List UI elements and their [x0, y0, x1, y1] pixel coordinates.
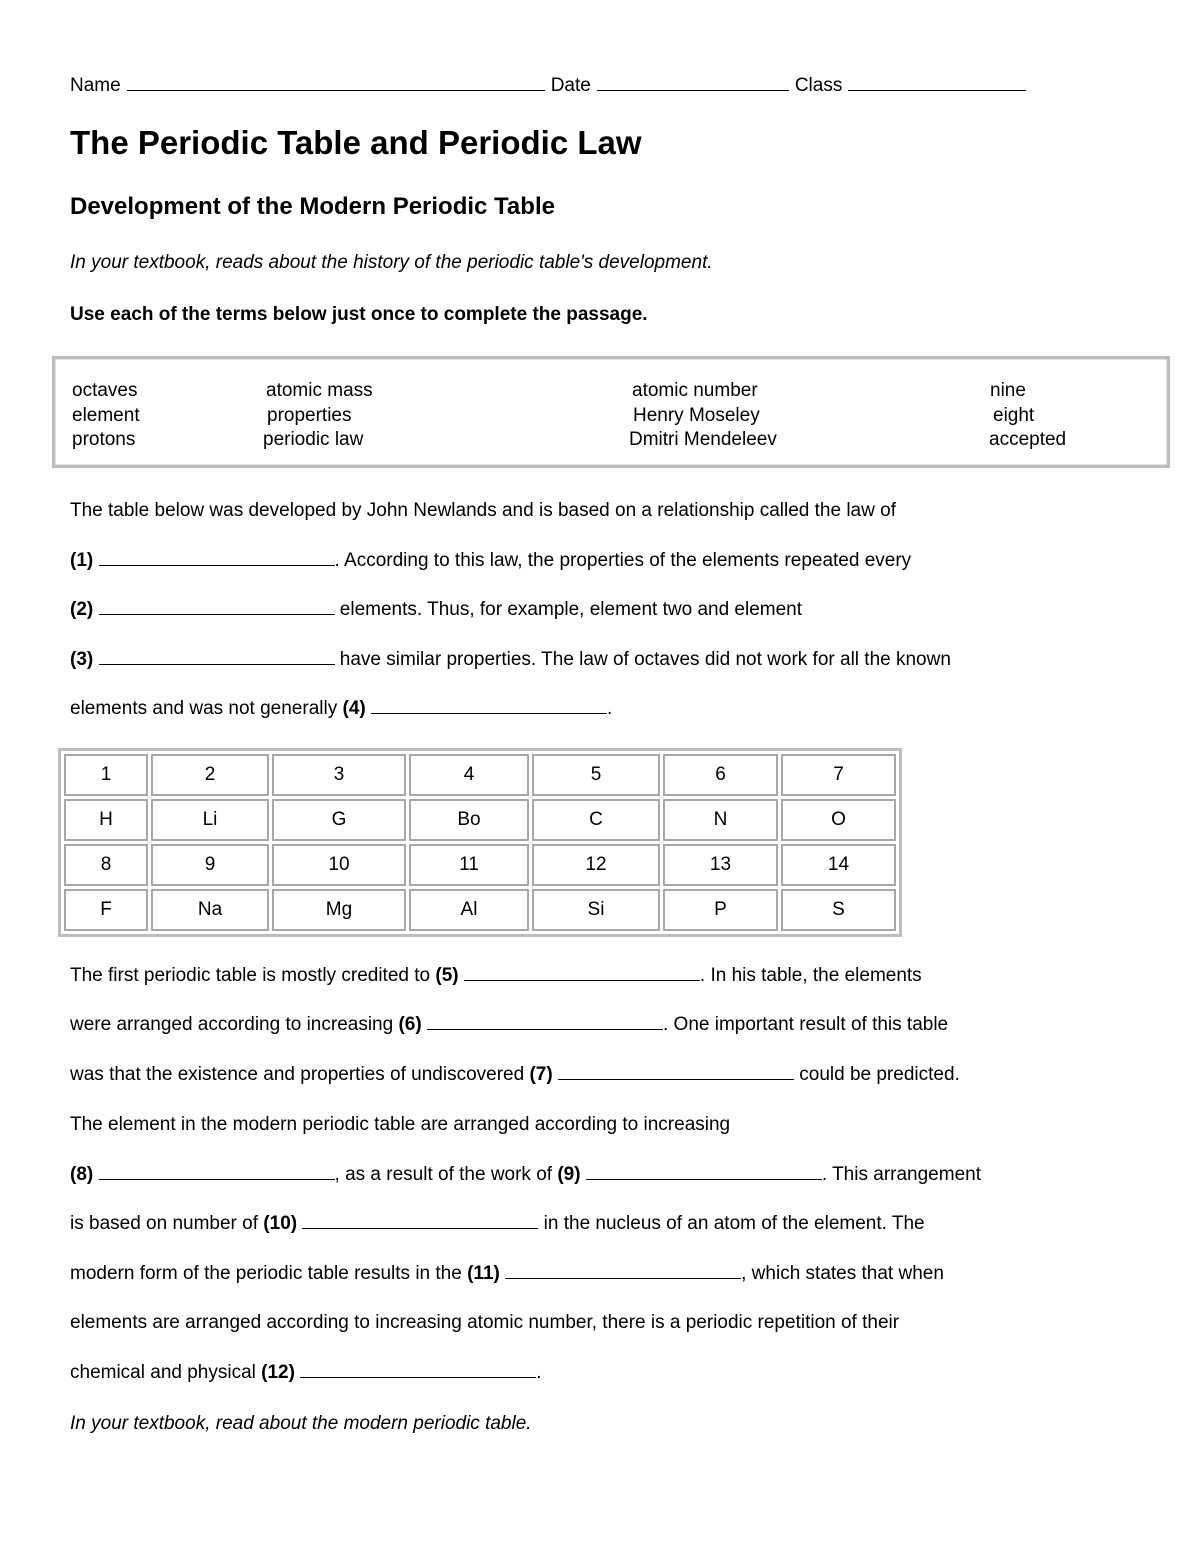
table-row	[64, 889, 896, 931]
term: Dmitri Mendeleev	[629, 429, 777, 450]
blank-number: (10)	[263, 1213, 298, 1234]
term: protons	[72, 429, 136, 450]
table-cell: H	[64, 799, 148, 841]
blank-number: (11)	[467, 1263, 500, 1284]
table-cell: 8	[64, 844, 148, 886]
blank-number: (9)	[557, 1164, 581, 1185]
table-cell: O	[781, 799, 896, 841]
answer-blank-3[interactable]	[99, 648, 335, 665]
passage-line: (3) have similar properties. The law of octaves did not work for all the known	[70, 649, 951, 670]
table-cell: Li	[151, 799, 269, 841]
intro-text: In your textbook, reads about the history of the periodic table's development.	[70, 252, 713, 273]
answer-blank-11[interactable]	[505, 1262, 741, 1279]
answer-blank-7[interactable]	[558, 1063, 794, 1080]
term: atomic number	[632, 380, 758, 401]
table-row	[64, 754, 896, 796]
blank-number: (5)	[435, 965, 459, 986]
date-field[interactable]	[597, 72, 789, 91]
blank-number: (2)	[70, 599, 94, 620]
table-cell: 9	[151, 844, 269, 886]
term: properties	[267, 405, 352, 426]
octaves-table	[58, 748, 902, 937]
table-cell: 14	[781, 844, 896, 886]
term: Henry Moseley	[633, 405, 760, 426]
passage-line: (1) . According to this law, the properties of the elements repeated every	[70, 550, 912, 571]
passage-line: was that the existence and properties of undiscovered (7) could be predicted.	[70, 1064, 960, 1085]
answer-blank-10[interactable]	[302, 1212, 538, 1229]
word-bank	[52, 356, 1170, 468]
table-cell: 13	[663, 844, 778, 886]
page-title: The Periodic Table and Periodic Law	[70, 124, 642, 161]
table-cell: 11	[409, 844, 529, 886]
section-title: Development of the Modern Periodic Table	[70, 193, 555, 220]
passage-line: modern form of the periodic table results in the (11) , which states that when	[70, 1263, 944, 1284]
table-cell: 10	[272, 844, 406, 886]
answer-blank-9[interactable]	[586, 1163, 822, 1180]
answer-blank-4[interactable]	[371, 697, 607, 714]
table-cell: N	[663, 799, 778, 841]
passage-line: The first periodic table is mostly credited to (5) . In his table, the elements	[70, 965, 922, 986]
blank-number: (7)	[529, 1064, 553, 1085]
table-cell: F	[64, 889, 148, 931]
header-fields	[70, 72, 1026, 97]
blank-number: (3)	[70, 649, 94, 670]
term: element	[72, 405, 140, 426]
table-cell: P	[663, 889, 778, 931]
table-cell: 6	[663, 754, 778, 796]
term: nine	[990, 380, 1026, 401]
blank-number: (4)	[342, 698, 366, 719]
passage-line: The element in the modern periodic table are arranged according to increasing	[70, 1114, 731, 1135]
passage-line: elements and was not generally (4) .	[70, 698, 613, 719]
term: octaves	[72, 380, 138, 401]
blank-number: (8)	[70, 1164, 94, 1185]
outro-text: In your textbook, read about the modern periodic table.	[70, 1413, 532, 1434]
table-cell: Na	[151, 889, 269, 931]
term: eight	[993, 405, 1035, 426]
table-cell: 12	[532, 844, 660, 886]
name-field[interactable]	[127, 72, 545, 91]
blank-number: (1)	[70, 550, 94, 571]
answer-blank-2[interactable]	[99, 598, 335, 615]
passage-line: (8) , as a result of the work of (9) . This arrangement	[70, 1164, 981, 1185]
passage-line: (2) elements. Thus, for example, element two and element	[70, 599, 803, 620]
table-cell: Si	[532, 889, 660, 931]
instruction-text: Use each of the terms below just once to complete the passage.	[70, 304, 648, 325]
table-cell: Bo	[409, 799, 529, 841]
passage-line: The table below was developed by John Newlands and is based on a relationship called the law of	[70, 500, 896, 521]
table-cell: 1	[64, 754, 148, 796]
table-cell: 3	[272, 754, 406, 796]
table-cell: G	[272, 799, 406, 841]
passage-line: is based on number of (10) in the nucleus of an atom of the element. The	[70, 1213, 925, 1234]
answer-blank-5[interactable]	[464, 964, 700, 981]
table-cell: 4	[409, 754, 529, 796]
answer-blank-12[interactable]	[300, 1361, 536, 1378]
table-cell: 2	[151, 754, 269, 796]
passage-line: were arranged according to increasing (6) . One important result of this table	[70, 1014, 949, 1035]
class-field[interactable]	[848, 72, 1026, 91]
table-cell: 5	[532, 754, 660, 796]
blank-number: (6)	[398, 1014, 422, 1035]
blank-number: (12)	[261, 1362, 295, 1383]
answer-blank-6[interactable]	[427, 1013, 663, 1030]
table-cell: 7	[781, 754, 896, 796]
term: atomic mass	[266, 380, 373, 401]
table-row	[64, 844, 896, 886]
date-label: Date	[550, 75, 591, 96]
passage-line: chemical and physical (12) .	[70, 1362, 542, 1383]
term: accepted	[989, 429, 1067, 450]
answer-blank-1[interactable]	[99, 549, 335, 566]
class-label: Class	[794, 75, 843, 96]
table-cell: C	[532, 799, 660, 841]
table-row	[64, 799, 896, 841]
passage-line: elements are arranged according to increasing atomic number, there is a periodic repetition of their	[70, 1312, 900, 1333]
table-cell: Mg	[272, 889, 406, 931]
table-cell: S	[781, 889, 896, 931]
table-cell: Al	[409, 889, 529, 931]
term: periodic law	[263, 429, 364, 450]
answer-blank-8[interactable]	[99, 1163, 335, 1180]
name-label: Name	[70, 75, 121, 96]
